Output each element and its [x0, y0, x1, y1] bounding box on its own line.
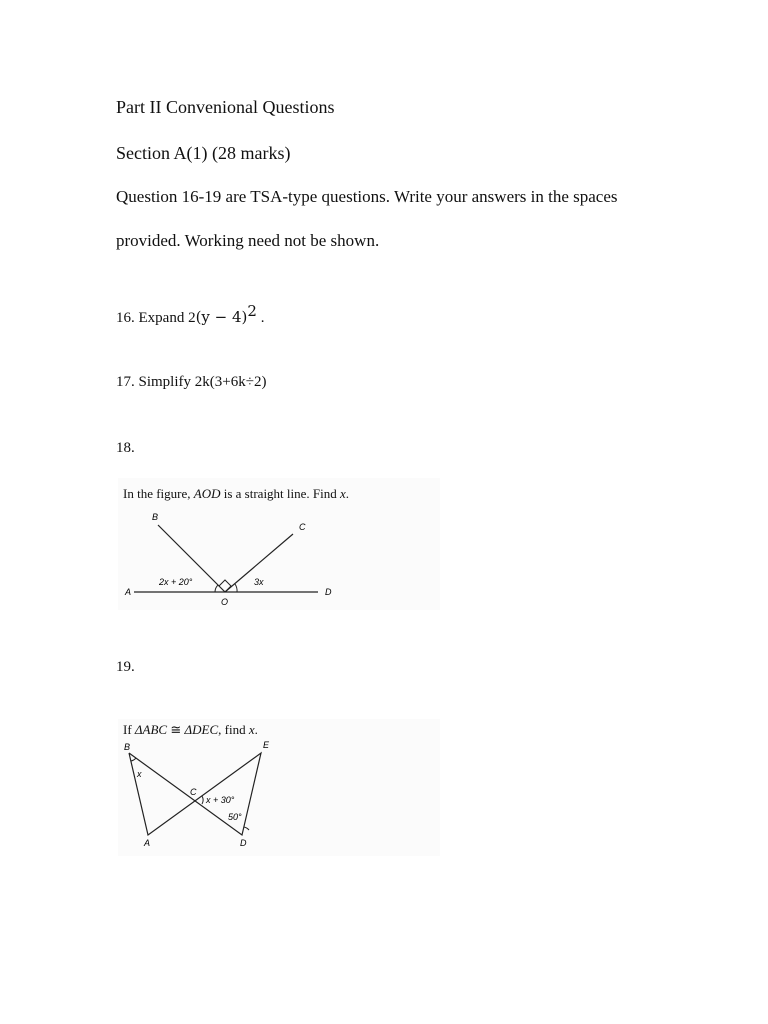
instructions-line-1: Question 16-19 are TSA-type questions. Write your answers in the spaces	[116, 187, 618, 206]
q19-caption-x: x	[248, 722, 255, 737]
label-O: O	[221, 597, 229, 607]
label-E: E	[263, 740, 270, 750]
angle-arc-left	[215, 585, 218, 592]
question-19-caption	[123, 722, 258, 738]
question-19-figure	[118, 719, 440, 856]
question-16-exponent: 2	[247, 302, 257, 320]
q19-caption-tri1: ΔABC	[134, 722, 168, 737]
label-A: A	[144, 838, 151, 848]
angle-arc-right	[235, 584, 237, 592]
congruent-triangles-diagram	[118, 719, 440, 856]
q18-caption-mid: is a straight line. Find	[220, 486, 341, 501]
angle-arc-D	[244, 827, 249, 830]
q19-caption-cong: ≅	[167, 722, 185, 737]
right-angle-mark	[219, 580, 231, 592]
question-18-caption	[123, 486, 349, 502]
label-angle-C: x + 30°	[206, 795, 235, 805]
q19-caption-end: .	[254, 722, 258, 737]
q19-caption-prefix: If	[123, 722, 135, 737]
part-heading: Part II Convenional Questions	[116, 97, 335, 117]
label-D: D	[240, 838, 247, 848]
label-C: C	[299, 522, 306, 532]
q18-caption-prefix: In the figure,	[123, 486, 194, 501]
label-angle-right: 3x	[254, 577, 264, 587]
label-angle-D: 50°	[228, 812, 242, 822]
question-16	[116, 302, 265, 327]
question-16-expression: (y − 4)	[195, 308, 248, 326]
question-19-number: 19.	[116, 659, 135, 675]
q19-caption-mid: , find	[218, 722, 249, 737]
q18-caption-x: x	[340, 486, 346, 501]
label-angle-left: 2x + 20°	[159, 577, 193, 587]
question-18-number: 18.	[116, 440, 135, 456]
instructions-line-2: provided. Working need not be shown.	[116, 231, 380, 250]
label-C: C	[190, 787, 197, 797]
label-D: D	[325, 587, 332, 597]
q18-caption-var: AOD	[193, 486, 221, 501]
label-A: A	[125, 587, 132, 597]
label-angle-B: x	[137, 769, 142, 779]
q18-caption-end: .	[345, 486, 350, 501]
question-17: 17. Simplify 2k(3+6k÷2)	[116, 374, 267, 390]
section-heading: Section A(1) (28 marks)	[116, 143, 291, 163]
question-16-prefix: 16. Expand 2	[116, 310, 196, 326]
angle-arc-B	[131, 758, 136, 761]
question-16-suffix: .	[256, 310, 265, 326]
question-18-figure	[118, 478, 440, 610]
angle-arc-C	[202, 796, 203, 804]
label-B: B	[124, 742, 131, 752]
label-B: B	[152, 512, 159, 522]
q19-caption-tri2: ΔDEC	[184, 722, 219, 737]
